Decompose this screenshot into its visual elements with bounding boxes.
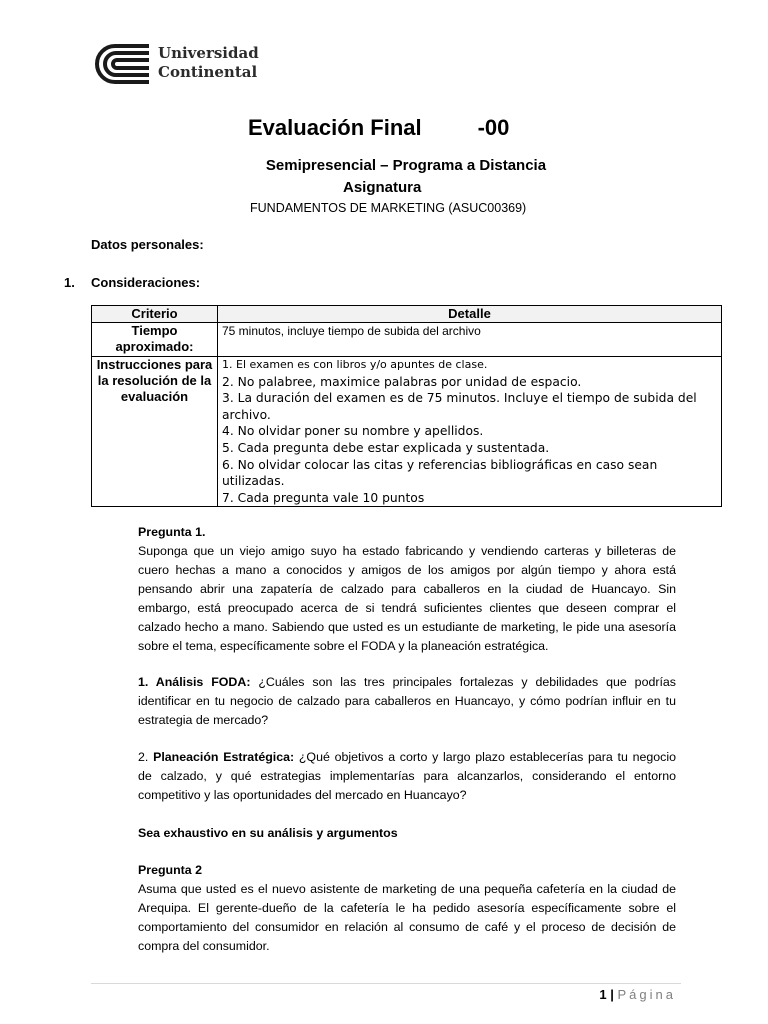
consideraciones-heading <box>64 275 200 290</box>
subtitle: Semipresencial – Programa a Distancia <box>265 157 547 174</box>
footer-divider <box>91 983 681 984</box>
asignatura-label: Asignatura <box>343 179 422 196</box>
instruction-item: 1. El examen es con libros y/o apuntes de clase. <box>222 358 488 371</box>
university-logo <box>91 42 261 86</box>
q2-prefix: 2. <box>138 750 154 764</box>
q1-label: 1. Análisis FODA: <box>138 675 251 689</box>
section-label: Consideraciones: <box>91 275 201 290</box>
instructions-cell <box>218 357 722 507</box>
detalle-cell: 75 minutos, incluye tiempo de subida del archivo <box>218 323 722 357</box>
instruction-item: 3. La duración del examen es de 75 minutos. Incluye el tiempo de subida del archivo. <box>222 391 697 422</box>
page-label: Página <box>617 987 676 1002</box>
page-number: 1 <box>599 987 607 1002</box>
q2-label: Planeación Estratégica: <box>153 750 295 764</box>
criterio-cell: Instrucciones para la resolución de la evaluación <box>92 357 218 507</box>
instruction-item: 7. Cada pregunta vale 10 puntos <box>222 490 425 505</box>
table-header-row <box>92 306 722 323</box>
instruction-item: 5. Cada pregunta debe estar explicada y sustentada. <box>222 440 550 455</box>
course-name: FUNDAMENTOS DE MARKETING (ASUC00369) <box>250 201 527 215</box>
logo-line1: Universidad <box>158 44 259 62</box>
pregunta1-q1 <box>138 673 676 730</box>
instruction-item: 2. No palabree, maximice palabras por unidad de espacio. <box>222 374 582 389</box>
title-code: -00 <box>477 115 510 140</box>
criterio-cell: Tiempo aproximado: <box>92 323 218 357</box>
instruction-item: 4. No olvidar poner su nombre y apellidos. <box>222 424 484 439</box>
table-row <box>92 323 722 357</box>
logo-mark-icon <box>91 42 151 86</box>
header-detalle: Detalle <box>218 306 722 323</box>
title-text: Evaluación Final <box>248 115 422 140</box>
pregunta2-intro: Asuma que usted es el nuevo asistente de marketing de una pequeña cafetería en la ciudad de Arequipa. El gerente-dueño de la cafetería le ha pedido asesoría específicamente sobre el comportamiento del consumidor en relación al consumo de café y el proceso de decisión de compra del consumidor. <box>138 882 676 953</box>
page-title <box>248 115 509 141</box>
pregunta1-title-text: Pregunta 1. <box>138 525 206 539</box>
header-criterio: Criterio <box>92 306 218 323</box>
table-row <box>92 357 722 507</box>
criteria-table <box>91 305 722 507</box>
pregunta2-title: Pregunta 2 <box>138 863 203 877</box>
footer-separator: | <box>610 987 614 1002</box>
instruction-item: 6. No olvidar colocar las citas y referencias bibliográficas en caso sean utilizadas. <box>222 457 658 489</box>
page-footer <box>599 987 676 1002</box>
q1-text: ¿Cuáles son las tres principales fortalezas y debilidades que podrías identificar en tu negocio de calzado para caballeros en Huancayo, y cómo podrían influir en tu estrategia de mercado? <box>138 675 677 727</box>
logo-line2: Continental <box>158 63 258 81</box>
pregunta1-title <box>138 523 676 542</box>
datos-personales-heading: Datos personales: <box>91 237 204 252</box>
pregunta1-q2 <box>138 748 676 805</box>
q2-text: ¿Qué objetivos a corto y largo plazo establecerías para tu negocio de calzado, y qué estrategias implementarías para alcanzarlos, considerando el entorno competitivo y las oportunidades del mercado en Huancayo? <box>138 750 676 802</box>
pregunta1-intro: Suponga que un viejo amigo suyo ha estado fabricando y vendiendo carteras y billeteras de cuero hechas a mano a conocidos y amigos de los amigos por algún tiempo y ahora está pensando abrir una zapatería de calzado para caballeros en la ciudad de Huancayo. Sin embargo, está preocupado acerca de si tendrá suficientes clientes que deseen comprar el calzado hecho a mano. Sabiendo que usted es un estudiante de marketing, le pide una asesoría sobre el tema, específicamente sobre el FODA y la planeación estratégica. <box>138 544 676 653</box>
section-number: 1. <box>64 275 75 290</box>
closing-note: Sea exhaustivo en su análisis y argumentos <box>138 826 398 840</box>
